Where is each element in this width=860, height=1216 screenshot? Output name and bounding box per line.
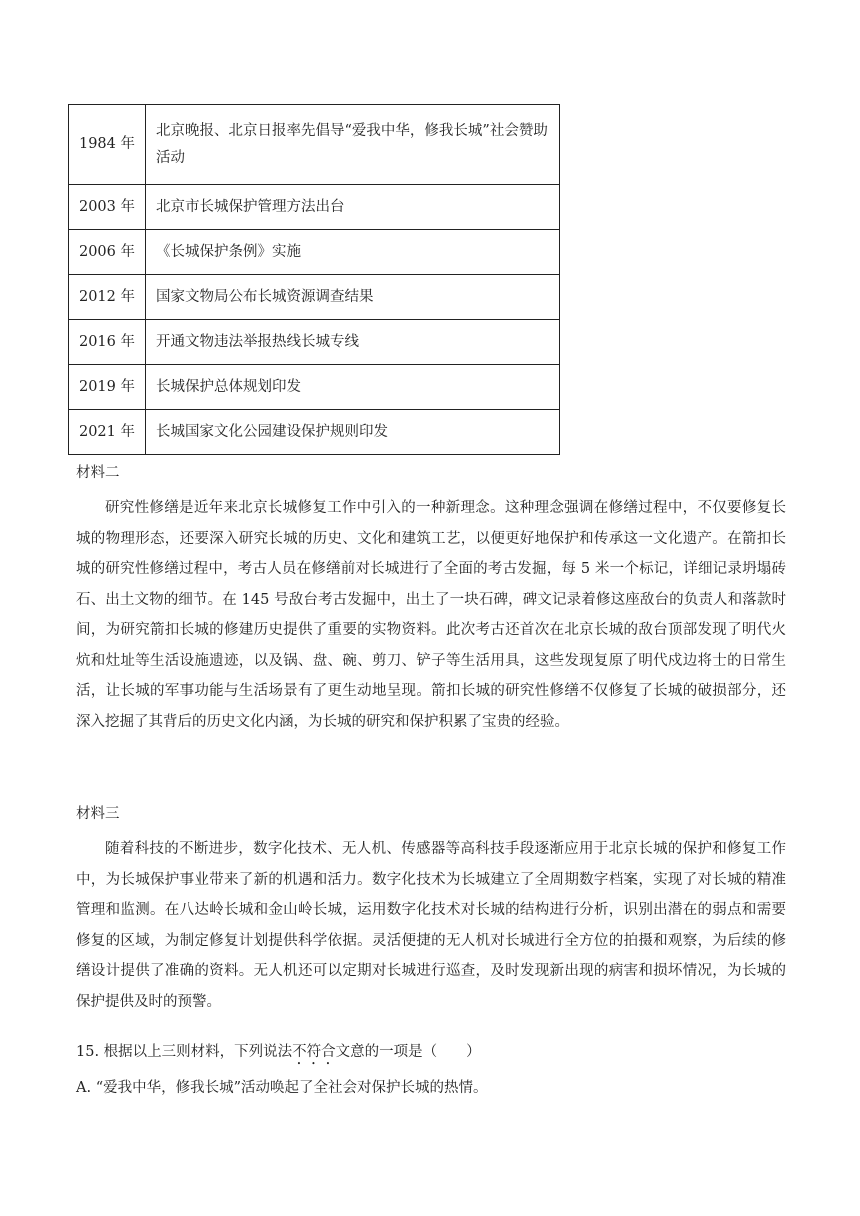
event-cell: 开通文物违法举报热线长城专线 [146, 320, 560, 365]
year-cell: 2003 年 [69, 185, 146, 230]
event-cell: 国家文物局公布长城资源调查结果 [146, 275, 560, 320]
question-stem-emphasis: 不符合 [292, 1044, 336, 1060]
year-cell: 2019 年 [69, 365, 146, 410]
event-cell: 长城保护总体规划印发 [146, 365, 560, 410]
material3-heading: 材料三 [76, 806, 120, 822]
year-cell: 2012 年 [69, 275, 146, 320]
year-cell: 1984 年 [69, 105, 146, 185]
event-cell: 北京市长城保护管理方法出台 [146, 185, 560, 230]
year-cell: 2006 年 [69, 230, 146, 275]
year-cell: 2016 年 [69, 320, 146, 365]
event-cell: 北京晚报、北京日报率先倡导“爱我中华，修我长城”社会赞助活动 [146, 105, 560, 185]
question-stem-before: 15. 根据以上三则材料，下列说法 [76, 1044, 293, 1060]
material2-heading: 材料二 [76, 465, 120, 481]
option-a: A. “爱我中华，修我长城”活动唤起了全社会对保护长城的热情。 [76, 1080, 488, 1096]
table-row [69, 320, 560, 365]
question-stem [76, 1042, 786, 1068]
table-row [69, 410, 560, 455]
material3-paragraph: 随着科技的不断进步，数字化技术、无人机、传感器等高科技手段逐渐应用于北京长城的保护和修复工作中，为长城保护事业带来了新的机遇和活力。数字化技术为长城建立了全周期数字档案，实现了对长城的精准管理和监测。在八达岭长城和金山岭长城，运用数字化技术对长城的结构进行分析，识别出潜在的弱点和需要修复的区域，为制定修复计划提供科学依据。灵活便捷的无人机对长城进行全方位的拍摄和观察，为后续的修缮设计提供了准确的资料。无人机还可以定期对长城进行巡查，及时发现新出现的病害和损坏情况，为长城的保护提供及时的预警。 [76, 841, 786, 1010]
year-cell: 2021 年 [69, 410, 146, 455]
table-row [69, 275, 560, 320]
event-cell: 《长城保护条例》实施 [146, 230, 560, 275]
table-row [69, 105, 560, 185]
table-row [69, 185, 560, 230]
timeline-table [68, 104, 560, 455]
table-row [69, 365, 560, 410]
table-row [69, 230, 560, 275]
material2-paragraph: 研究性修缮是近年来北京长城修复工作中引入的一种新理念。这种理念强调在修缮过程中，不仅要修复长城的物理形态，还要深入研究长城的历史、文化和建筑工艺，以便更好地保护和传承这一文化遗产。在箭扣长城的研究性修缮过程中，考古人员在修缮前对长城进行了全面的考古发掘，每 5 米一个标记，详细记录坍塌砖石、出土文物的细节。在 145 号敌台考古发掘中，出土了一块石碑，碑文记录着修这座敌台的负责人和落款时间，为研究箭扣长城的修建历史提供了重要的实物资料。此次考古还首次在北京长城的敌台顶部发现了明代火炕和灶址等生活设施遗迹，以及锅、盘、碗、剪刀、铲子等生活用具，这些发现复原了明代戍边将士的日常生活，让长城的军事功能与生活场景有了更生动地呈现。箭扣长城的研究性修缮不仅修复了长城的破损部分，还深入挖掘了其背后的历史文化内涵，为长城的研究和保护积累了宝贵的经验。 [76, 500, 786, 730]
question-stem-after: 文意的一项是（ ） [335, 1044, 481, 1060]
event-cell: 长城国家文化公园建设保护规则印发 [146, 410, 560, 455]
